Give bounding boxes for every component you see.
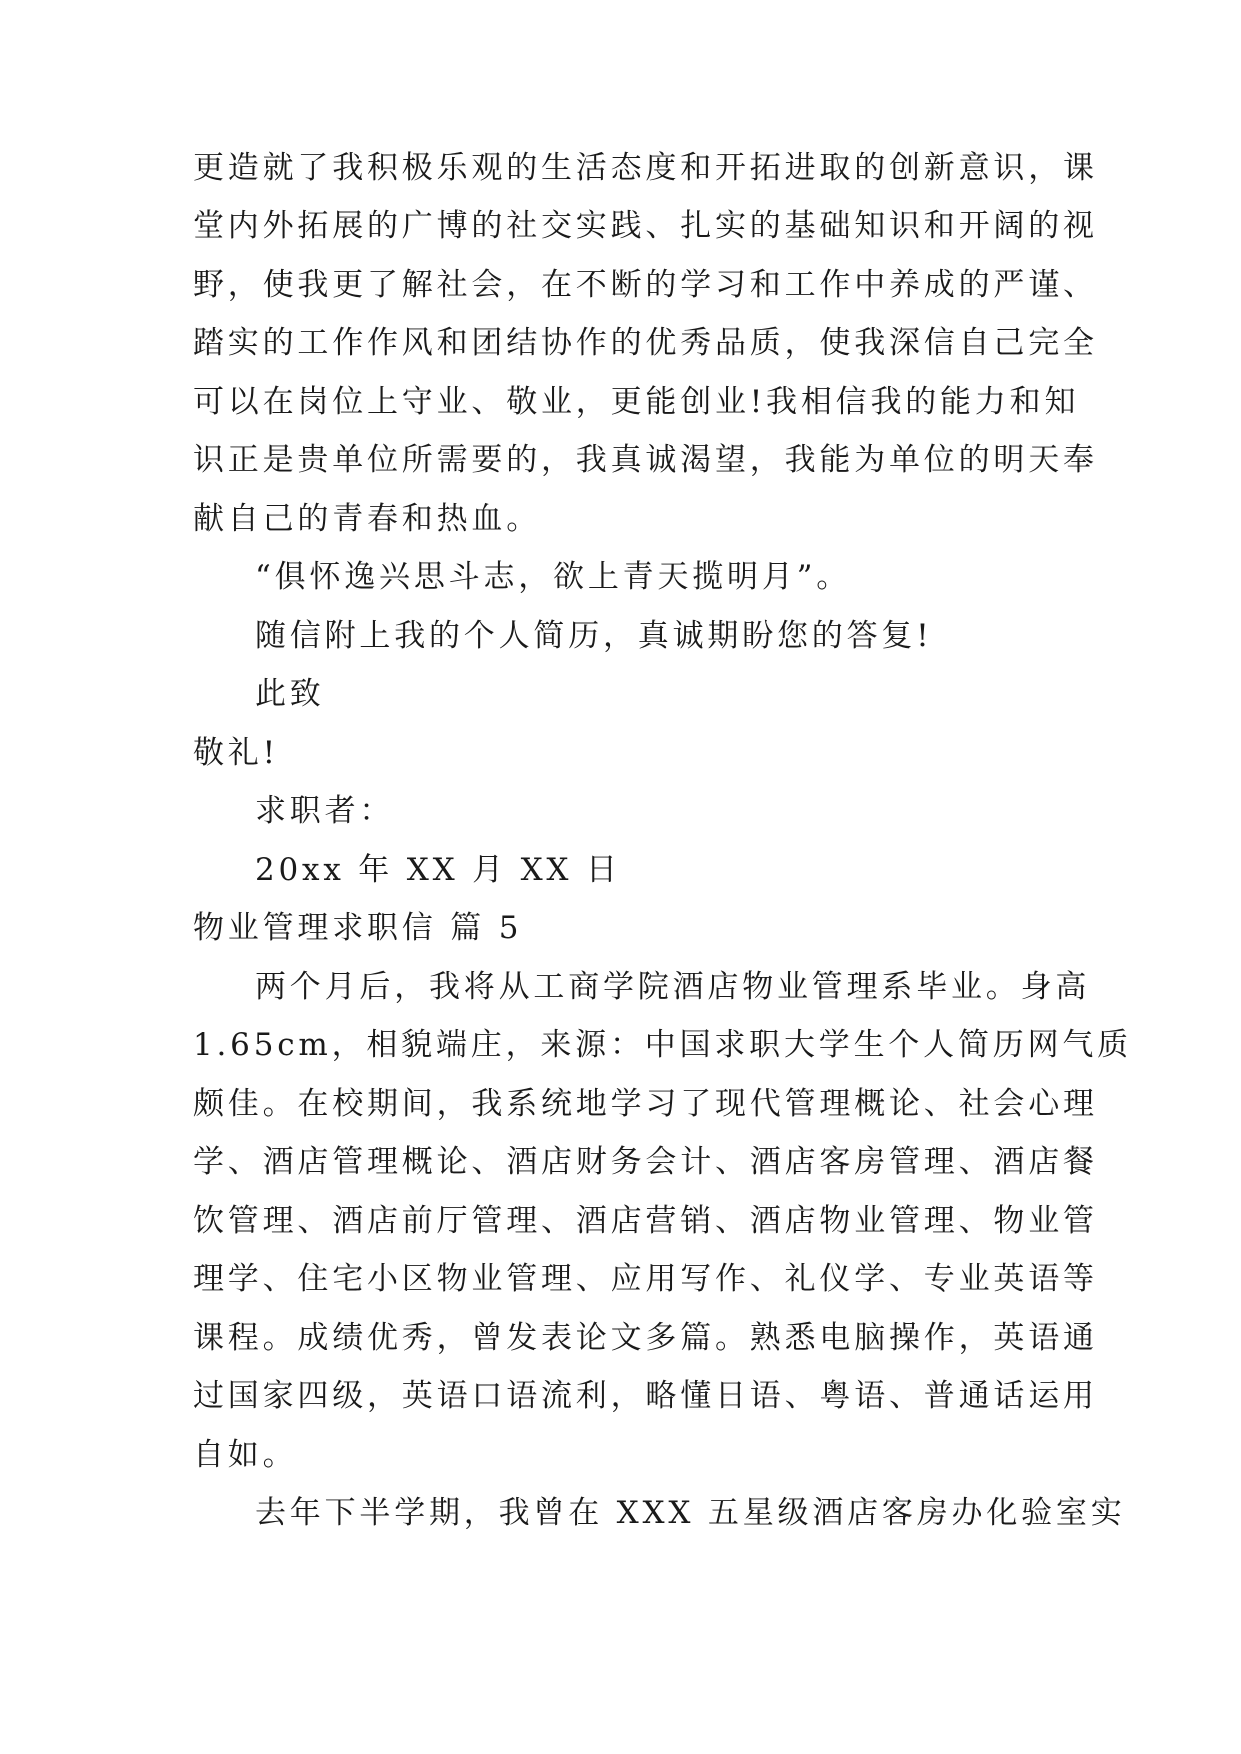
quote-line: “俱怀逸兴思斗志，欲上青天揽明月”。: [255, 559, 852, 595]
paragraph-line: 饮管理、酒店前厅管理、酒店营销、酒店物业管理、物业管: [193, 1203, 1098, 1239]
regards: 敬礼!: [193, 735, 279, 771]
paragraph-line: 两个月后，我将从工商学院酒店物业管理系毕业。身高: [255, 969, 1091, 1005]
paragraph-line: 识正是贵单位所需要的，我真诚渴望，我能为单位的明天奉: [193, 442, 1098, 478]
date-line: 20xx 年 XX 月 XX 日: [255, 852, 621, 888]
paragraph-line: 野，使我更了解社会，在不断的学习和工作中养成的严谨、: [193, 267, 1098, 303]
paragraph-line: 颇佳。在校期间，我系统地学习了现代管理概论、社会心理: [193, 1086, 1098, 1122]
paragraph-line: 1.65cm，相貌端庄，来源：中国求职大学生个人简历网气质: [193, 1027, 1132, 1063]
paragraph-line: 可以在岗位上守业、敬业，更能创业!我相信我的能力和知: [193, 384, 1080, 420]
salutation: 此致: [255, 676, 325, 712]
paragraph-line: 更造就了我积极乐观的生活态度和开拓进取的创新意识，课: [193, 150, 1098, 186]
signer-label: 求职者：: [255, 793, 395, 829]
paragraph-line: 去年下半学期，我曾在 XXX 五星级酒店客房办化验室实: [255, 1495, 1126, 1531]
attachment-line: 随信附上我的个人简历，真诚期盼您的答复!: [255, 618, 933, 654]
paragraph-line: 学、酒店管理概论、酒店财务会计、酒店客房管理、酒店餐: [193, 1144, 1098, 1180]
paragraph-line: 自如。: [193, 1437, 298, 1473]
paragraph-line: 过国家四级，英语口语流利，略懂日语、粤语、普通话运用: [193, 1378, 1098, 1414]
paragraph-line: 献自己的青春和热血。: [193, 501, 541, 537]
paragraph-line: 堂内外拓展的广博的社交实践、扎实的基础知识和开阔的视: [193, 208, 1098, 244]
paragraph-line: 课程。成绩优秀，曾发表论文多篇。熟悉电脑操作，英语通: [193, 1320, 1098, 1356]
section-title: 物业管理求职信 篇 5: [193, 910, 523, 946]
paragraph-line: 踏实的工作作风和团结协作的优秀品质，使我深信自己完全: [193, 325, 1098, 361]
paragraph-line: 理学、住宅小区物业管理、应用写作、礼仪学、专业英语等: [193, 1261, 1098, 1297]
